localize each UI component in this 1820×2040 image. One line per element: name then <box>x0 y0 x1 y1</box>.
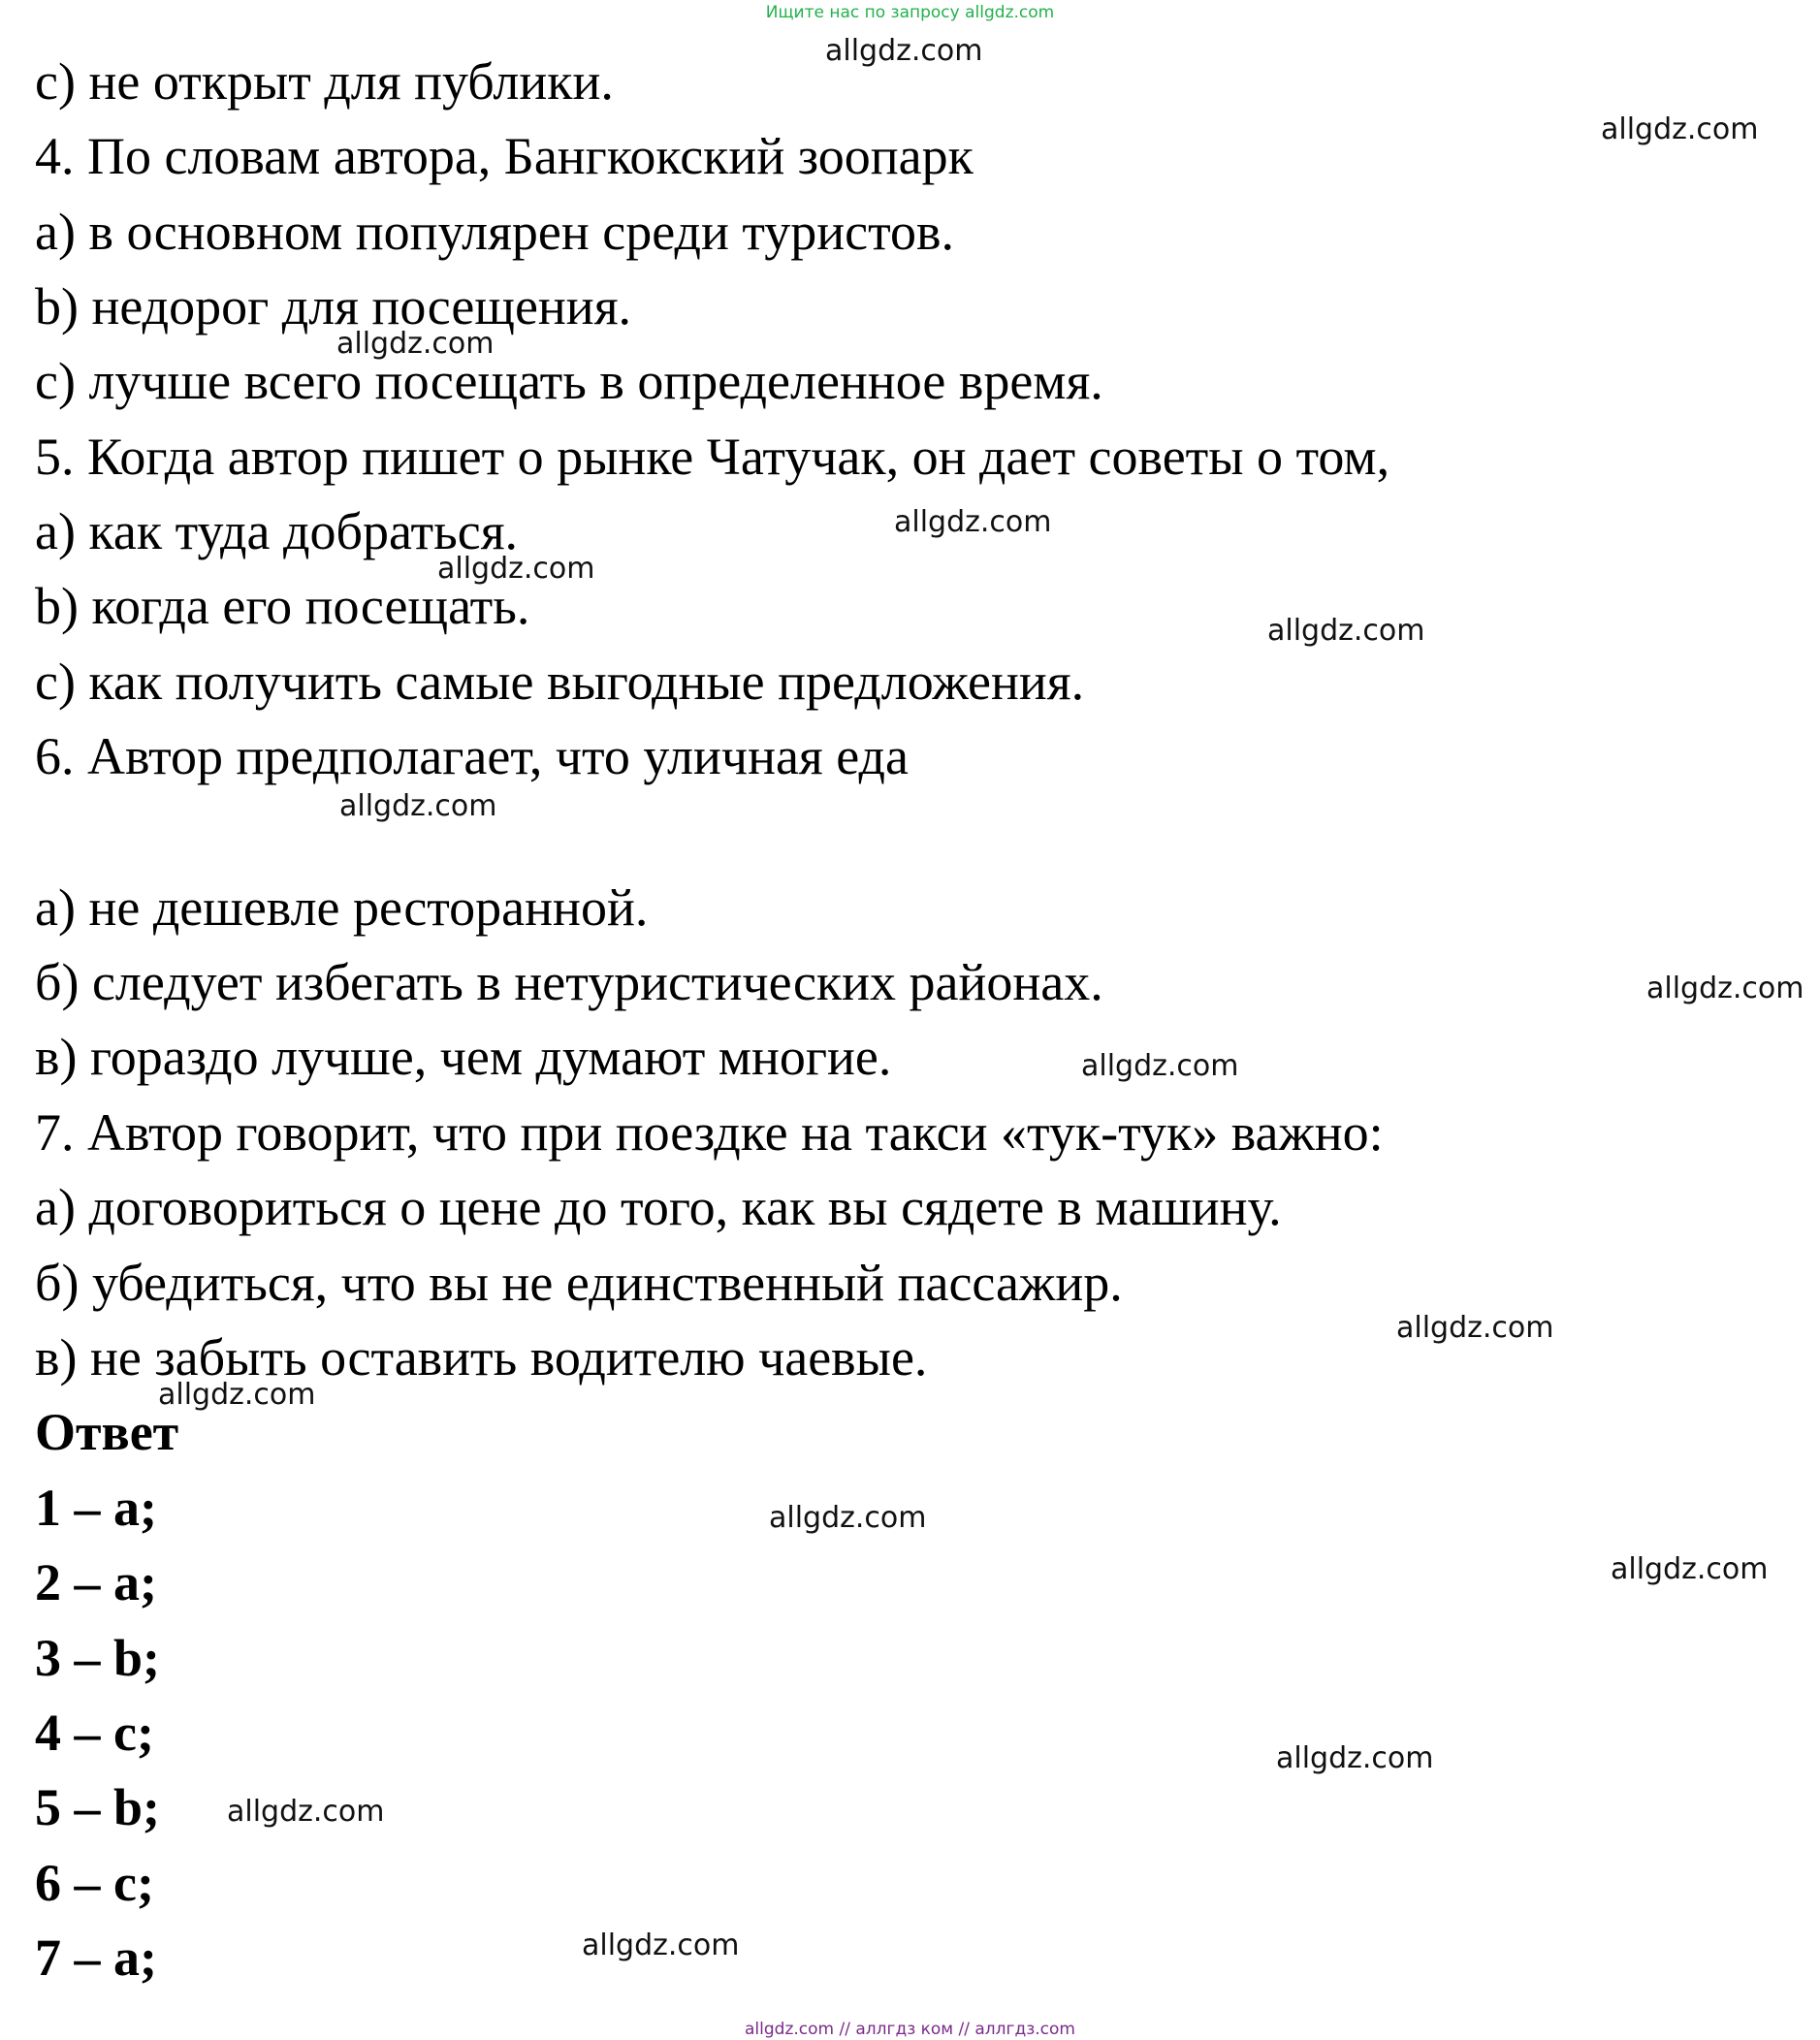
option-7a: а) договориться о цене до того, как вы сядете в машину. <box>35 1178 1282 1236</box>
watermark: allgdz.com <box>437 552 595 586</box>
answer-item: 5 – b; <box>35 1778 161 1836</box>
watermark: allgdz.com <box>894 505 1052 539</box>
option-4a: а) в основном популярен среди туристов. <box>35 203 955 261</box>
bottom-banner-link[interactable]: allgdz.com // аллгдз ком // аллгдз.com <box>745 2020 1075 2039</box>
watermark: allgdz.com <box>1646 972 1804 1005</box>
watermark: allgdz.com <box>1267 614 1425 648</box>
watermark: allgdz.com <box>1601 112 1759 146</box>
watermark: allgdz.com <box>339 789 497 823</box>
top-banner-link[interactable]: Ищите нас по запросу allgdz.com <box>765 3 1055 22</box>
option-4c: с) лучше всего посещать в определенное время. <box>35 352 1103 410</box>
option-5b: b) когда его посещать. <box>35 577 530 635</box>
watermark: allgdz.com <box>1611 1552 1769 1586</box>
answer-item: 3 – b; <box>35 1629 161 1687</box>
option-5c: с) как получить самые выгодные предложения. <box>35 653 1085 711</box>
watermark: allgdz.com <box>1396 1311 1554 1345</box>
question-7: 7. Автор говорит, что при поездке на такси «тук-тук» важно: <box>35 1103 1384 1162</box>
question-5: 5. Когда автор пишет о рынке Чатучак, он дает советы о том, <box>35 428 1390 486</box>
watermark: allgdz.com <box>825 34 983 68</box>
answer-heading: Ответ <box>35 1403 179 1461</box>
option-6a: а) не дешевле ресторанной. <box>35 878 649 937</box>
answer-item: 6 – с; <box>35 1854 154 1912</box>
watermark: allgdz.com <box>582 1928 740 1962</box>
option-3c: с) не открыт для публики. <box>35 52 614 111</box>
watermark: allgdz.com <box>336 327 495 361</box>
option-5a: а) как туда добраться. <box>35 502 519 560</box>
option-6c: в) гораздо лучше, чем думают многие. <box>35 1028 892 1086</box>
watermark: allgdz.com <box>1276 1741 1434 1775</box>
answer-item: 7 – а; <box>35 1928 157 1987</box>
option-6b: б) следует избегать в нетуристических районах. <box>35 953 1103 1011</box>
watermark: allgdz.com <box>158 1378 316 1412</box>
option-4b: b) недорог для посещения. <box>35 277 632 335</box>
answer-item: 4 – с; <box>35 1704 154 1762</box>
answer-item: 1 – а; <box>35 1479 157 1537</box>
answer-item: 2 – а; <box>35 1553 157 1611</box>
watermark: allgdz.com <box>227 1795 385 1829</box>
watermark: allgdz.com <box>769 1501 927 1535</box>
option-7c: в) не забыть оставить водителю чаевые. <box>35 1328 928 1387</box>
question-4: 4. По словам автора, Бангкокский зоопарк <box>35 127 974 185</box>
option-7b: б) убедиться, что вы не единственный пассажир. <box>35 1254 1123 1312</box>
question-6: 6. Автор предполагает, что уличная еда <box>35 727 909 785</box>
watermark: allgdz.com <box>1081 1049 1239 1083</box>
